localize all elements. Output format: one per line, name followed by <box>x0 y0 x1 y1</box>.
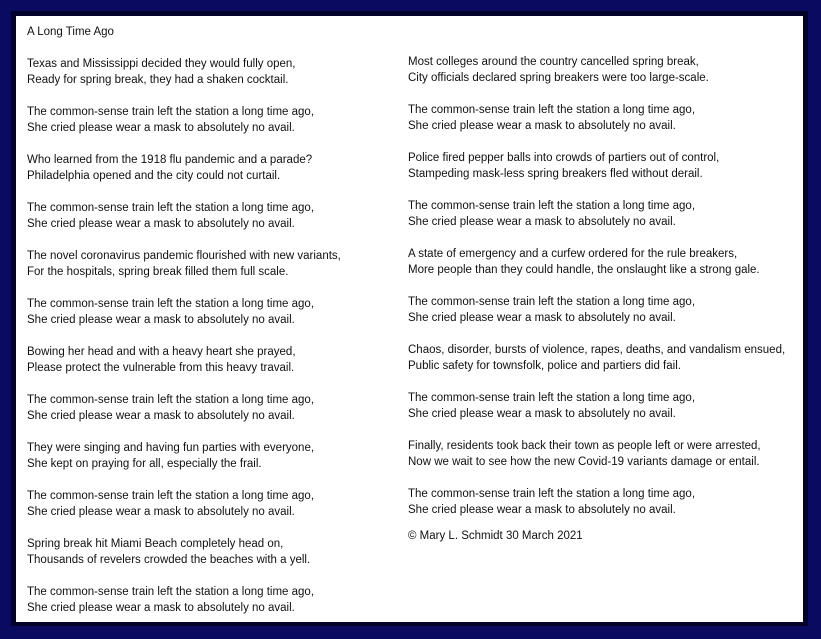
stanza <box>27 152 397 184</box>
verse-line: Ready for spring break, they had a shaken cocktail. <box>27 74 289 86</box>
verse-line: Most colleges around the country cancelled spring break, <box>408 56 699 68</box>
verse-line: The novel coronavirus pandemic flourished with new variants, <box>27 250 341 262</box>
verse-line: The common-sense train left the station a long time ago, <box>27 394 315 406</box>
stanza <box>408 246 803 278</box>
verse-line: Thousands of revelers crowded the beaches with a yell. <box>27 554 311 566</box>
stanza <box>27 248 397 280</box>
verse-line: Please protect the vulnerable from this heavy travail. <box>27 362 295 374</box>
verse-line: The common-sense train left the station a long time ago, <box>408 104 696 116</box>
verse-line: Texas and Mississippi decided they would fully open, <box>27 58 296 70</box>
stanza <box>408 342 803 374</box>
verse-line: She cried please wear a mask to absolutely no avail. <box>408 216 676 228</box>
verse-line: Philadelphia opened and the city could not curtail. <box>27 170 281 182</box>
verse-line: Public safety for townsfolk, police and partiers did fail. <box>408 360 681 372</box>
verse-line: A state of emergency and a curfew ordered for the rule breakers, <box>408 248 738 260</box>
verse-line: Bowing her head and with a heavy heart she prayed, <box>27 346 296 358</box>
verse-line: Now we wait to see how the new Covid-19 variants damage or entail. <box>408 456 760 468</box>
stanza <box>408 198 803 230</box>
verse-line: The common-sense train left the station a long time ago, <box>408 488 696 500</box>
verse-line: She cried please wear a mask to absolutely no avail. <box>408 504 676 516</box>
stanza <box>27 440 397 472</box>
verse-line: Police fired pepper balls into crowds of partiers out of control, <box>408 152 720 164</box>
verse-line: Finally, residents took back their town as people left or were arrested, <box>408 440 761 452</box>
copyright-notice: © Mary L. Schmidt 30 March 2021 <box>408 530 583 542</box>
stanza <box>408 438 803 470</box>
verse-line: She cried please wear a mask to absolutely no avail. <box>27 602 295 614</box>
stanza <box>408 54 803 86</box>
stanza <box>408 294 803 326</box>
stanza <box>27 584 397 616</box>
right-column <box>408 54 803 534</box>
verse-line: She cried please wear a mask to absolutely no avail. <box>27 410 295 422</box>
stanza <box>27 56 397 88</box>
verse-line: The common-sense train left the station a long time ago, <box>408 200 696 212</box>
left-column <box>27 56 397 622</box>
verse-line: Chaos, disorder, bursts of violence, rapes, deaths, and vandalism ensued, <box>408 344 786 356</box>
verse-line: The common-sense train left the station a long time ago, <box>27 298 315 310</box>
verse-line: Who learned from the 1918 flu pandemic and a parade? <box>27 154 313 166</box>
stanza <box>408 486 803 518</box>
stanza <box>27 392 397 424</box>
verse-line: They were singing and having fun parties with everyone, <box>27 442 315 454</box>
verse-line: The common-sense train left the station a long time ago, <box>27 490 315 502</box>
verse-line: She kept on praying for all, especially the frail. <box>27 458 262 470</box>
stanza <box>408 102 803 134</box>
verse-line: The common-sense train left the station a long time ago, <box>27 202 315 214</box>
stanza <box>27 296 397 328</box>
verse-line: The common-sense train left the station a long time ago, <box>27 106 315 118</box>
stanza <box>27 488 397 520</box>
stanza <box>408 150 803 182</box>
verse-line: She cried please wear a mask to absolutely no avail. <box>27 122 295 134</box>
verse-line: She cried please wear a mask to absolutely no avail. <box>408 408 676 420</box>
stanza <box>27 200 397 232</box>
verse-line: She cried please wear a mask to absolutely no avail. <box>27 218 295 230</box>
stanza <box>27 536 397 568</box>
verse-line: More people than they could handle, the onslaught like a strong gale. <box>408 264 760 276</box>
stanza <box>27 104 397 136</box>
verse-line: She cried please wear a mask to absolutely no avail. <box>27 506 295 518</box>
verse-line: City officials declared spring breakers were too large-scale. <box>408 72 709 84</box>
poem-page <box>16 16 803 622</box>
verse-line: The common-sense train left the station a long time ago, <box>408 296 696 308</box>
verse-line: She cried please wear a mask to absolutely no avail. <box>27 314 295 326</box>
verse-line: The common-sense train left the station a long time ago, <box>408 392 696 404</box>
verse-line: Stampeding mask-less spring breakers fled without derail. <box>408 168 703 180</box>
verse-line: She cried please wear a mask to absolutely no avail. <box>408 120 676 132</box>
verse-line: The common-sense train left the station a long time ago, <box>27 586 315 598</box>
stanza <box>27 344 397 376</box>
poem-title: A Long Time Ago <box>27 26 114 38</box>
verse-line: She cried please wear a mask to absolutely no avail. <box>408 312 676 324</box>
verse-line: Spring break hit Miami Beach completely head on, <box>27 538 284 550</box>
stanza <box>408 390 803 422</box>
verse-line: For the hospitals, spring break filled them full scale. <box>27 266 289 278</box>
